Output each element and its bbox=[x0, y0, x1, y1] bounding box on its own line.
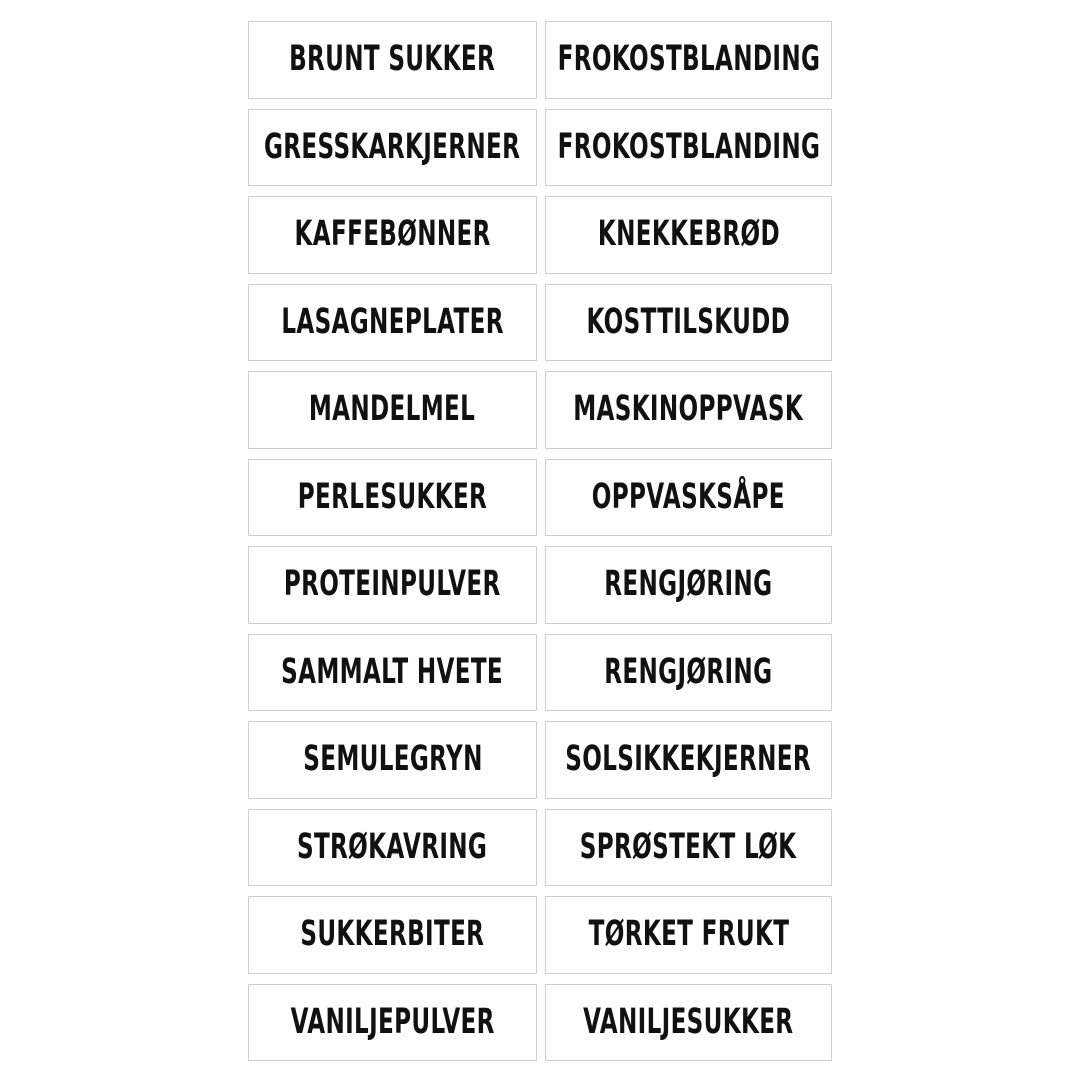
pantry-label bbox=[248, 284, 537, 362]
label-text: VANILJEPULVER bbox=[290, 1001, 495, 1042]
pantry-label bbox=[545, 634, 832, 712]
pantry-label bbox=[248, 459, 537, 537]
label-sheet bbox=[248, 21, 832, 1061]
pantry-label bbox=[545, 371, 832, 449]
pantry-label bbox=[545, 109, 832, 187]
label-text: SPRØSTEKT LØK bbox=[580, 826, 797, 867]
label-text: VANILJESUKKER bbox=[583, 1001, 794, 1042]
label-text: RENGJØRING bbox=[604, 651, 773, 692]
label-text: FROKOSTBLANDING bbox=[557, 126, 820, 167]
pantry-label bbox=[248, 984, 537, 1062]
label-text: MANDELMEL bbox=[309, 389, 476, 430]
label-text: SUKKERBITER bbox=[300, 914, 485, 955]
label-text: PERLESUKKER bbox=[297, 476, 488, 517]
pantry-label bbox=[545, 284, 832, 362]
pantry-label bbox=[545, 21, 832, 99]
label-text: TØRKET FRUKT bbox=[588, 914, 789, 955]
pantry-label bbox=[248, 196, 537, 274]
label-text: RENGJØRING bbox=[604, 564, 773, 605]
pantry-label bbox=[545, 546, 832, 624]
label-text: GRESSKARKJERNER bbox=[264, 126, 521, 167]
pantry-label bbox=[248, 634, 537, 712]
pantry-label bbox=[545, 896, 832, 974]
label-text: STRØKAVRING bbox=[297, 826, 488, 867]
label-text: FROKOSTBLANDING bbox=[557, 39, 820, 80]
pantry-label bbox=[545, 196, 832, 274]
label-text: KOSTTILSKUDD bbox=[586, 301, 791, 342]
pantry-label bbox=[545, 984, 832, 1062]
label-text: PROTEINPULVER bbox=[284, 564, 501, 605]
pantry-label bbox=[545, 721, 832, 799]
label-text: KNEKKEBRØD bbox=[597, 214, 780, 255]
label-text: MASKINOPPVASK bbox=[573, 389, 804, 430]
label-text: SOLSIKKEKJERNER bbox=[565, 739, 812, 780]
pantry-label bbox=[248, 371, 537, 449]
label-text: LASAGNEPLATER bbox=[281, 301, 504, 342]
pantry-label bbox=[248, 896, 537, 974]
pantry-label bbox=[248, 21, 537, 99]
pantry-label bbox=[545, 809, 832, 887]
pantry-label bbox=[248, 809, 537, 887]
label-text: OPPVASKSÅPE bbox=[591, 476, 786, 517]
label-text: SAMMALT HVETE bbox=[281, 651, 504, 692]
label-text: SEMULEGRYN bbox=[302, 739, 483, 780]
label-text: BRUNT SUKKER bbox=[289, 39, 496, 80]
pantry-label bbox=[248, 721, 537, 799]
pantry-label bbox=[248, 109, 537, 187]
pantry-label bbox=[248, 546, 537, 624]
label-text: KAFFEBØNNER bbox=[294, 214, 491, 255]
pantry-label bbox=[545, 459, 832, 537]
